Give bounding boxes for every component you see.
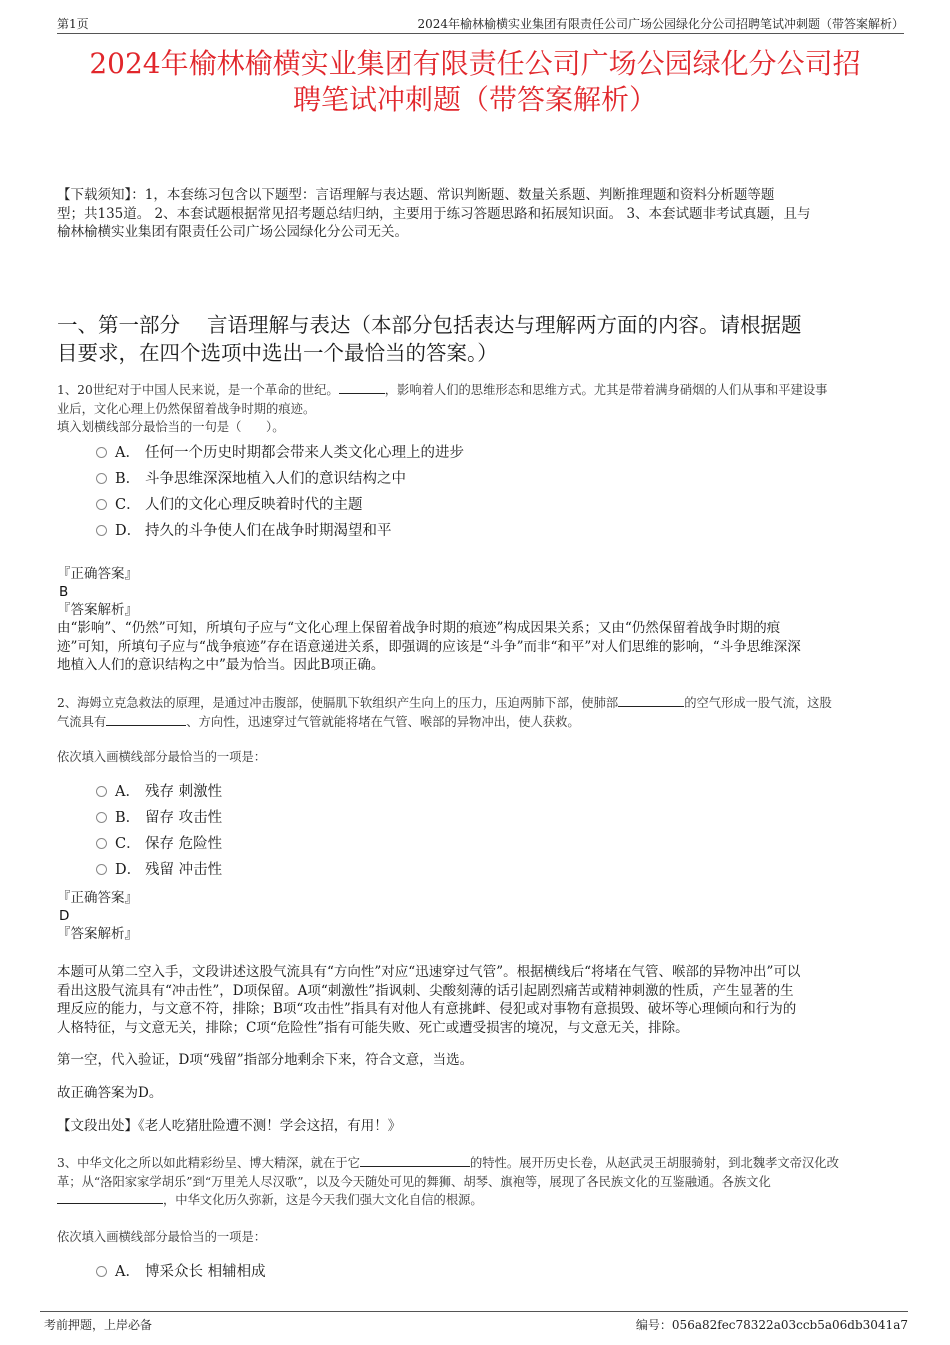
question-1-stem xyxy=(57,381,905,436)
notice-line: 型；共135道。 2、本套试题根据常见招考题总结归纳，主要用于练习答题思路和拓展知识面。 3、本套试题非考试真题，且与 xyxy=(57,205,811,222)
radio-icon[interactable] xyxy=(96,838,107,849)
download-notice xyxy=(57,186,905,242)
analysis-line: 迹”可知，所填句子应与“战争痕迹”存在语意递进关系，即强调的应该是“斗争”而非“和平”对人们思维的影响，“斗争思维深深 xyxy=(57,638,801,655)
option-letter: B． xyxy=(115,810,141,826)
q3-option-a[interactable] xyxy=(96,1262,266,1282)
question-instruction: 依次填入画横线部分最恰当的一项是： xyxy=(57,750,267,764)
analysis-text xyxy=(57,619,905,675)
stem-text: 2、海姆立克急救法的原理，是通过冲击腹部，使膈肌下软组织产生向上的压力，压迫两肺下部，使肺部 xyxy=(57,696,619,710)
question-3-stem xyxy=(57,1154,905,1210)
q1-answer-block xyxy=(57,565,905,675)
option-letter: C． xyxy=(115,836,141,852)
analysis-line: 看出这股气流具有“冲击性”，D项保留。A项“刺激性”指讽刺、尖酸刻薄的话引起剧烈痛苦或精神刺激的性质，产生显著的生 xyxy=(57,982,794,999)
stem-text: 革；从“洛阳家家学胡乐”到“万里羌人尽汉歌”，以及今天随处可见的舞狮、胡琴、旗袍等，展现了各民族文化的互鉴融通。各族文化 xyxy=(57,1174,771,1189)
section-heading-line: 目要求，在四个选项中选出一个最恰当的答案。） xyxy=(57,341,498,365)
analysis-line: 由“影响”、“仍然”可知，所填句子应与“文化心理上保留着战争时期的痕迹”构成因果关系；又由“仍然保留着战争时期的痕 xyxy=(57,620,781,636)
question-instruction: 依次填入画横线部分最恰当的一项是： xyxy=(57,1230,267,1244)
correct-answer-label: 『正确答案』 xyxy=(57,566,138,582)
option-letter: A． xyxy=(115,784,140,800)
analysis-line: 理反应的能力，与文意不符，排除；B项“攻击性”指具有对他人有意挑衅、侵犯或对事物有意损毁、破坏等心理倾向和行为的 xyxy=(57,1001,797,1017)
document-title-line1: 2024年榆林榆横实业集团有限责任公司广场公园绿化分公司招 xyxy=(89,47,861,80)
page-number: 第1页 xyxy=(57,17,89,31)
analysis-label: 『答案解析』 xyxy=(57,926,138,942)
analysis-line: 本题可从第二空入手，文段讲述这股气流具有“方向性”对应“迅速穿过气管”。根据横线后“将堵在气管、喉部的异物冲出”可以 xyxy=(57,964,801,980)
stem-text: ，影响着人们的思维形态和思维方式。尤其是带着满身硝烟的人们从事和平建设事 xyxy=(384,383,828,397)
document-title-line2: 聘笔试冲刺题（带答案解析） xyxy=(292,83,657,116)
option-text: 残留 冲击性 xyxy=(145,862,223,878)
radio-icon[interactable] xyxy=(96,812,107,823)
option-text: 博采众长 相辅相成 xyxy=(145,1264,266,1280)
radio-icon[interactable] xyxy=(96,864,107,875)
correct-answer: B xyxy=(59,584,69,600)
analysis-paragraph: 第一空，代入验证，D项“残留”指部分地剩余下来，符合文意，当选。 xyxy=(57,1052,474,1068)
page-header xyxy=(57,15,904,34)
option-text: 人们的文化心理反映着时代的主题 xyxy=(145,497,363,513)
fill-blank xyxy=(618,694,684,707)
option-letter: A． xyxy=(115,1264,140,1280)
q2-option-d[interactable] xyxy=(96,860,222,880)
fill-blank xyxy=(57,1191,163,1204)
option-letter: A． xyxy=(115,445,140,461)
q2-answer-block xyxy=(57,889,905,943)
q2-option-b[interactable] xyxy=(96,808,222,828)
radio-icon[interactable] xyxy=(96,499,107,510)
question-2-stem xyxy=(57,694,905,731)
radio-icon[interactable] xyxy=(96,786,107,797)
stem-text: 的空气形成一股气流，这股 xyxy=(684,696,832,710)
option-letter: D． xyxy=(115,523,142,539)
fill-blank xyxy=(106,713,186,726)
notice-line: 【下载须知】：1，本套练习包含以下题型：言语理解与表达题、常识判断题、数量关系题、判断推理题和资料分析题等题 xyxy=(57,187,775,203)
analysis-line: 地植入人们的意识结构之中”最为恰当。因此B项正确。 xyxy=(57,657,385,673)
analysis-label: 『答案解析』 xyxy=(57,602,138,618)
section-heading xyxy=(57,311,905,367)
option-letter: B． xyxy=(115,471,141,487)
section-heading-line: 一、第一部分 言语理解与表达（本部分包括表达与理解两方面的内容。请根据题 xyxy=(57,313,802,337)
stem-text: 1、20世纪对于中国人民来说，是一个革命的世纪。 xyxy=(57,383,339,397)
document-title xyxy=(40,46,910,118)
radio-icon[interactable] xyxy=(96,525,107,536)
correct-answer-label: 『正确答案』 xyxy=(57,890,138,906)
option-text: 斗争思维深深地植入人们的意识结构之中 xyxy=(145,471,406,487)
stem-text: 3、中华文化之所以如此精彩纷呈、博大精深，就在于它 xyxy=(57,1156,360,1170)
analysis-line: 人格特征，与文意无关，排除；C项“危险性”指有可能失败、死亡或遭受损害的境况，与文意无关，排除。 xyxy=(57,1019,689,1036)
q1-option-c[interactable] xyxy=(96,495,363,515)
stem-text: 的特性。展开历史长卷，从赵武灵王胡服骑射，到北魏孝文帝汉化改 xyxy=(469,1156,839,1170)
stem-text: ，中华文化历久弥新，这是今天我们强大文化自信的根源。 xyxy=(163,1193,483,1207)
q2-option-a[interactable] xyxy=(96,782,222,802)
page-footer xyxy=(40,1311,908,1332)
q1-option-b[interactable] xyxy=(96,469,406,489)
option-text: 留存 攻击性 xyxy=(145,810,223,826)
footer-slogan: 考前押题，上岸必备 xyxy=(44,1318,153,1332)
document-id: 编号：056a82fec78322a03ccb5a06db3041a7 xyxy=(635,1318,908,1332)
analysis-conclusion: 故正确答案为D。 xyxy=(57,1085,163,1101)
radio-icon[interactable] xyxy=(96,1266,107,1277)
fill-blank xyxy=(339,381,385,394)
radio-icon[interactable] xyxy=(96,447,107,458)
radio-icon[interactable] xyxy=(96,473,107,484)
q1-option-a[interactable] xyxy=(96,443,464,463)
option-letter: C． xyxy=(115,497,141,513)
stem-text: 业后，文化心理上仍然保留着战争时期的痕迹。 xyxy=(57,401,316,416)
q1-option-d[interactable] xyxy=(96,521,392,541)
option-text: 任何一个历史时期都会带来人类文化心理上的进步 xyxy=(145,445,464,461)
correct-answer: D xyxy=(59,908,70,924)
option-text: 持久的斗争使人们在战争时期渴望和平 xyxy=(145,523,392,539)
question-instruction: 填入划横线部分最恰当的一句是（ ）。 xyxy=(57,420,285,434)
option-text: 残存 刺激性 xyxy=(145,784,223,800)
header-title: 2024年榆林榆横实业集团有限责任公司广场公园绿化分公司招聘笔试冲刺题（带答案解析） xyxy=(417,17,904,31)
passage-source: 【文段出处】《老人吃猪肚险遭不测！学会这招，有用！》 xyxy=(57,1118,402,1134)
stem-text: 、方向性，迅速穿过气管就能将堵在气管、喉部的异物冲出，使人获救。 xyxy=(186,714,580,729)
fill-blank xyxy=(360,1154,470,1167)
q2-analysis-text xyxy=(57,963,905,1037)
option-letter: D． xyxy=(115,862,142,878)
notice-line: 榆林榆横实业集团有限责任公司广场公园绿化分公司无关。 xyxy=(57,224,408,240)
q2-option-c[interactable] xyxy=(96,834,222,854)
option-text: 保存 危险性 xyxy=(145,836,223,852)
stem-text: 气流具有 xyxy=(57,714,107,729)
